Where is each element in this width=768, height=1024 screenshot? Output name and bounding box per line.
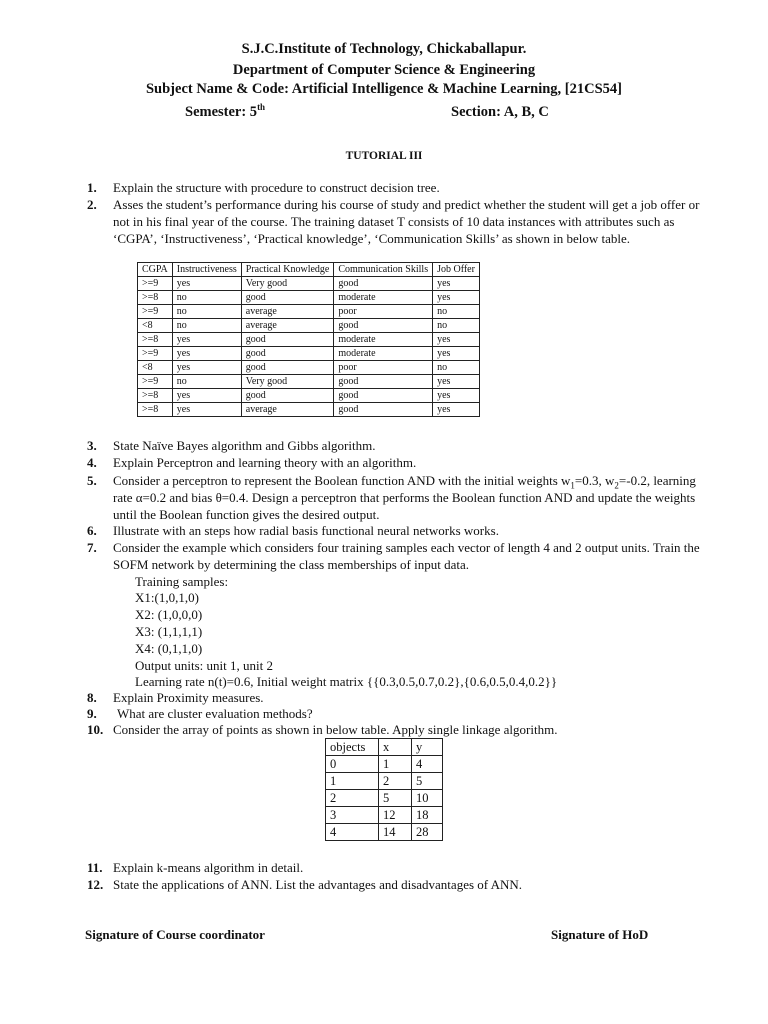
table-cell: poor <box>334 305 433 319</box>
question-number: 4. <box>87 455 97 470</box>
table-row <box>138 361 480 375</box>
table-header-row <box>326 739 443 756</box>
table-cell: yes <box>433 333 480 347</box>
department-name: Department of Computer Science & Engineering <box>232 62 536 78</box>
sofm-line: Output units: unit 1, unit 2 <box>135 657 273 673</box>
table-row <box>138 389 480 403</box>
institute-name: S.J.C.Institute of Technology, Chickaballapur. <box>241 41 527 57</box>
table-row <box>326 756 443 773</box>
table-cell: moderate <box>334 291 433 305</box>
header-cell: x <box>379 739 412 756</box>
table-cell: 10 <box>412 790 443 807</box>
table-row <box>138 319 480 333</box>
table-cell: yes <box>433 277 480 291</box>
table-cell: yes <box>433 291 480 305</box>
question-text: State the applications of ANN. List the advantages and disadvantages of ANN. <box>113 877 523 892</box>
table-cell: no <box>433 305 480 319</box>
tutorial-title: TUTORIAL III <box>345 150 423 162</box>
table-row <box>138 375 480 389</box>
question-number: 1. <box>87 180 97 195</box>
question-text: Consider the example which considers four training samples each vector of length 4 and 2 output units. Train the SOFM network by determining the class memberships of input data. <box>113 540 700 572</box>
table-cell: >=9 <box>138 375 173 389</box>
table-cell: >=9 <box>138 277 173 291</box>
table-cell: good <box>241 333 334 347</box>
table-header-row <box>138 263 480 277</box>
semester <box>185 104 265 121</box>
question-number: 5. <box>87 473 97 488</box>
points-table <box>325 738 443 841</box>
table-cell: good <box>334 277 433 291</box>
question-text: Explain Perceptron and learning theory with an algorithm. <box>113 455 417 470</box>
table-cell: average <box>241 305 334 319</box>
question-number: 10. <box>87 722 104 737</box>
table-cell: 28 <box>412 824 443 841</box>
table-cell: >=9 <box>138 305 173 319</box>
question-text: Consider the array of points as shown in below table. Apply single linkage algorithm. <box>113 722 558 737</box>
table-row <box>326 807 443 824</box>
table-cell: yes <box>172 347 241 361</box>
question-text: Explain Proximity measures. <box>113 690 264 705</box>
table-cell: good <box>334 403 433 417</box>
question-number: 6. <box>87 523 97 538</box>
question-9 <box>87 706 707 723</box>
signature-course-coordinator: Signature of Course coordinator <box>85 927 265 942</box>
table-cell: good <box>241 347 334 361</box>
sofm-line: X3: (1,1,1,1) <box>135 623 203 639</box>
question-10 <box>87 722 707 739</box>
table-cell: <8 <box>138 319 173 333</box>
sofm-line: X2: (1,0,0,0) <box>135 607 203 623</box>
question-text: Asses the student’s performance during his course of study and predict whether the student will get a job offer or not in his final year of the course. The training dataset T consists of 10 data instances with attributes such as ‘CGPA’, ‘Instructiveness’, ‘Practical knowledge’, ‘Communication Skills’ as shown in below table. <box>113 197 700 246</box>
question-11 <box>87 860 707 877</box>
question-text: What are cluster evaluation methods? <box>117 706 313 721</box>
question-text: Illustrate with an steps how radial basis functional neural networks works. <box>113 523 499 538</box>
header-cell: Practical Knowledge <box>241 263 334 277</box>
table-cell: 0 <box>326 756 379 773</box>
header-cell: y <box>412 739 443 756</box>
table-row <box>138 347 480 361</box>
table-cell: yes <box>433 347 480 361</box>
table-cell: >=8 <box>138 403 173 417</box>
weight-subscript: 2 <box>614 480 619 491</box>
table-cell: Very good <box>241 277 334 291</box>
table-cell: moderate <box>334 347 433 361</box>
question-number: 7. <box>87 540 97 555</box>
question-number: 8. <box>87 690 97 705</box>
table-cell: yes <box>172 361 241 375</box>
table-cell: average <box>241 319 334 333</box>
table-cell: good <box>241 389 334 403</box>
table-cell: no <box>172 291 241 305</box>
table-cell: no <box>172 375 241 389</box>
table-cell: no <box>433 361 480 375</box>
table-cell: Very good <box>241 375 334 389</box>
question-text: Explain the structure with procedure to construct decision tree. <box>113 180 440 195</box>
table-cell: 4 <box>412 756 443 773</box>
question-3 <box>87 438 707 455</box>
table-cell: 1 <box>379 756 412 773</box>
table-cell: good <box>334 375 433 389</box>
section: Section: A, B, C <box>451 104 549 120</box>
semester-superscript: th <box>257 102 266 113</box>
table-row <box>326 824 443 841</box>
table-cell: 3 <box>326 807 379 824</box>
header-cell: Instructiveness <box>172 263 241 277</box>
table-cell: average <box>241 403 334 417</box>
table-cell: 12 <box>379 807 412 824</box>
semester-label: Semester: 5 <box>185 104 258 120</box>
table-row <box>326 773 443 790</box>
table-cell: 1 <box>326 773 379 790</box>
table-cell: good <box>334 319 433 333</box>
question-6 <box>87 523 707 540</box>
table-cell: yes <box>433 389 480 403</box>
table-cell: no <box>433 319 480 333</box>
question-text: Explain k-means algorithm in detail. <box>113 860 304 875</box>
table-cell: 4 <box>326 824 379 841</box>
question-text: State Naïve Bayes algorithm and Gibbs algorithm. <box>113 438 376 453</box>
table-cell: 14 <box>379 824 412 841</box>
table-cell: yes <box>433 403 480 417</box>
question-number: 9. <box>87 706 97 721</box>
table-row <box>138 403 480 417</box>
question-2 <box>87 197 707 247</box>
header-cell: objects <box>326 739 379 756</box>
header-cell: Job Offer <box>433 263 480 277</box>
question-text-part: =0.3, w <box>574 473 615 488</box>
table-row <box>138 277 480 291</box>
sofm-line: Learning rate n(t)=0.6, Initial weight matrix {{0.3,0.5,0.7,0.2},{0.6,0.5,0.4,0.2}} <box>135 674 558 690</box>
table-cell: >=8 <box>138 333 173 347</box>
table-cell: yes <box>172 277 241 291</box>
sofm-line: X4: (0,1,1,0) <box>135 640 203 656</box>
table-cell: moderate <box>334 333 433 347</box>
question-text-part: Consider a perceptron to represent the Boolean function AND with the initial weights w <box>113 473 571 488</box>
table-cell: 2 <box>379 773 412 790</box>
sofm-line: X1:(1,0,1,0) <box>135 590 199 606</box>
table-row <box>326 790 443 807</box>
table-cell: yes <box>172 389 241 403</box>
table-cell: good <box>241 291 334 305</box>
table-cell: yes <box>172 403 241 417</box>
question-number: 12. <box>87 877 104 892</box>
header-cell: Communication Skills <box>334 263 433 277</box>
question-number: 2. <box>87 197 97 212</box>
table-row <box>138 333 480 347</box>
sofm-line: Training samples: <box>135 573 229 589</box>
table-cell: no <box>172 319 241 333</box>
question-text <box>113 473 707 523</box>
table-cell: >=8 <box>138 291 173 305</box>
table-cell: 18 <box>412 807 443 824</box>
header-cell: CGPA <box>138 263 173 277</box>
question-8 <box>87 690 707 707</box>
student-performance-table <box>137 262 480 417</box>
question-12 <box>87 877 707 894</box>
table-row <box>138 291 480 305</box>
table-cell: 2 <box>326 790 379 807</box>
table-cell: poor <box>334 361 433 375</box>
subject-name: Subject Name & Code: Artificial Intelligence & Machine Learning, [21CS54] <box>145 81 622 97</box>
table-cell: >=8 <box>138 389 173 403</box>
table-row <box>138 305 480 319</box>
table-cell: 5 <box>412 773 443 790</box>
question-4 <box>87 455 707 472</box>
table-cell: no <box>172 305 241 319</box>
question-1 <box>87 180 707 197</box>
question-text-part: =-0.2, learning rate α=0.2 and bias θ=0.4. Design a perceptron that performs the Boolean function AND and update the weights until the Boolean function gives the desired output. <box>113 473 696 522</box>
table-cell: yes <box>433 375 480 389</box>
question-5 <box>87 473 707 523</box>
weight-subscript: 1 <box>570 480 575 491</box>
question-number: 3. <box>87 438 97 453</box>
table-cell: good <box>334 389 433 403</box>
table-cell: good <box>241 361 334 375</box>
table-cell: >=9 <box>138 347 173 361</box>
question-number: 11. <box>87 860 103 875</box>
table-cell: 5 <box>379 790 412 807</box>
signature-hod: Signature of HoD <box>551 927 649 942</box>
table-cell: <8 <box>138 361 173 375</box>
question-7 <box>87 540 707 691</box>
table-cell: yes <box>172 333 241 347</box>
